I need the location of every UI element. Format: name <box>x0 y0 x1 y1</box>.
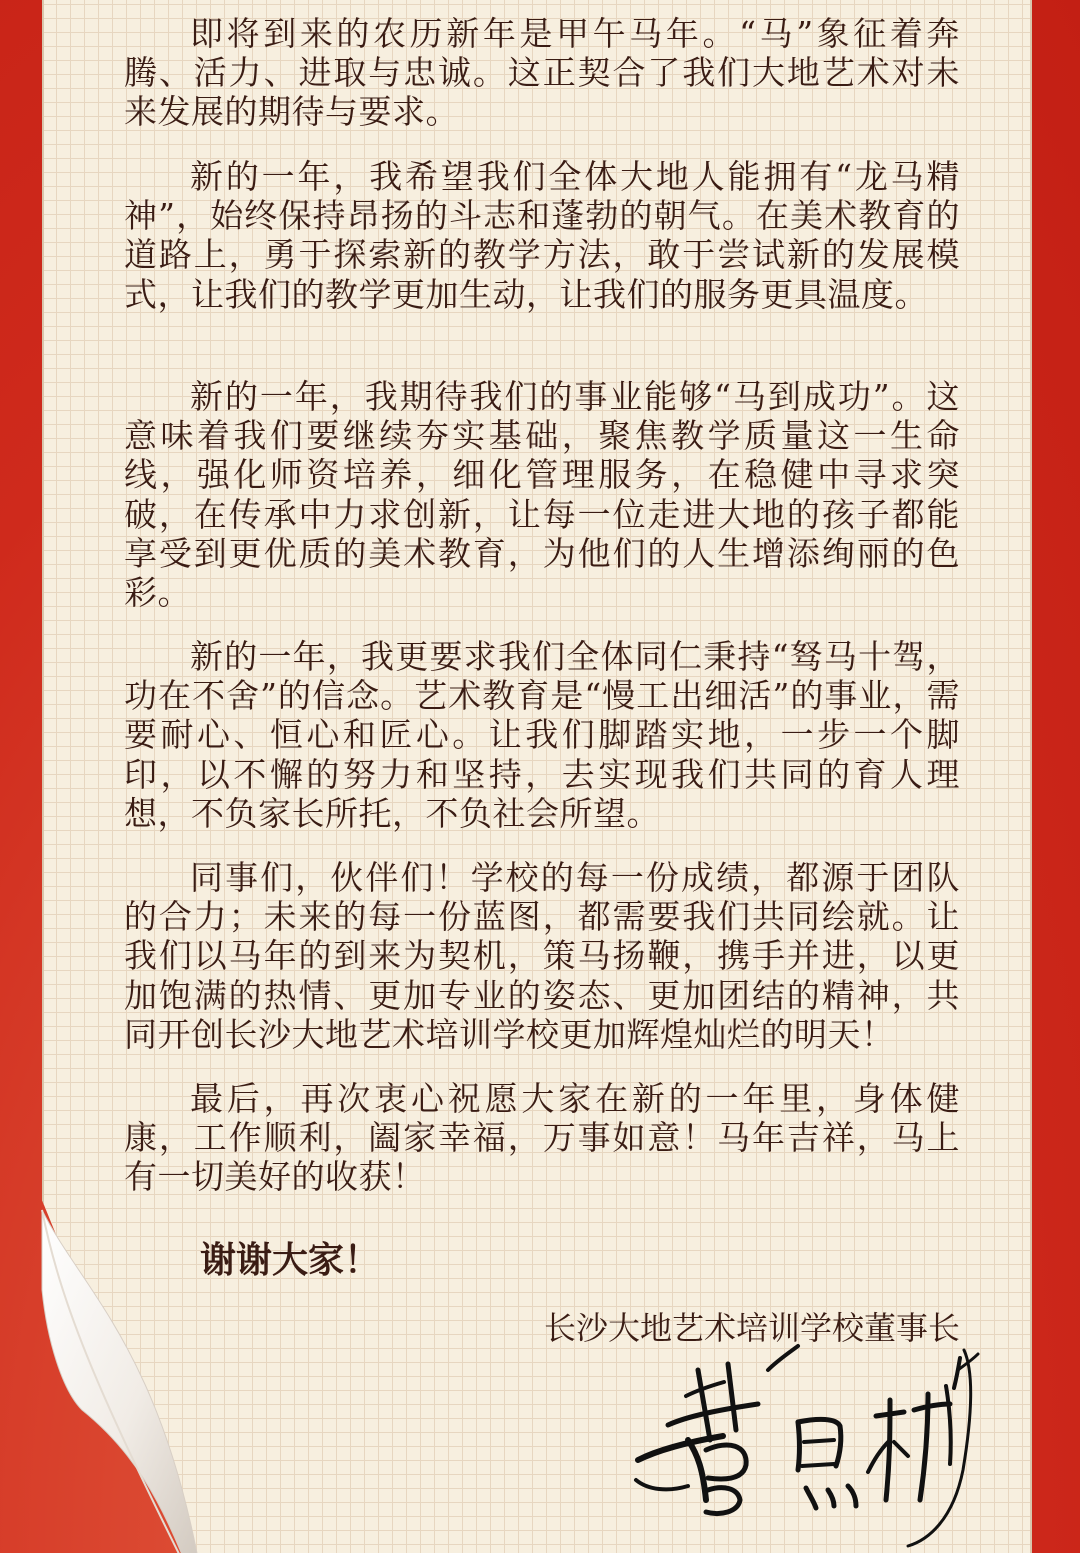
paragraph-2: 新的一年，我希望我们全体大地人能拥有“龙马精神”，始终保持昂扬的斗志和蓬勃的朝气。在美术教育的道路上，勇于探索新的教学方法，敢于尝试新的发展模式，让我们的教学更加生动，让我们的服务更具温度。 <box>124 157 960 314</box>
closing-thanks: 谢谢大家！ <box>200 1239 381 1281</box>
paragraph-6: 最后，再次衷心祝愿大家在新的一年里，身体健康，工作顺利，阖家幸福，万事如意！马年吉祥，马上有一切美好的收获！ <box>124 1079 960 1197</box>
page-curl-icon <box>42 1250 242 1553</box>
paragraph-5: 同事们，伙伴们！学校的每一份成绩，都源于团队的合力；未来的每一份蓝图，都需要我们共同绘就。让我们以马年的到来为契机，策马扬鞭，携手并进，以更加饱满的热情、更加专业的姿态、更加团结的精神，共同开创长沙大地艺术培训学校更加辉煌灿烂的明天！ <box>124 858 960 1054</box>
handwritten-signature <box>628 1330 1008 1550</box>
paragraph-1: 即将到来的农历新年是甲午马年。“马”象征着奔腾、活力、进取与忠诚。这正契合了我们大地艺术对未来发展的期待与要求。 <box>124 14 960 132</box>
paragraph-3: 新的一年，我期待我们的事业能够“马到成功”。这意味着我们要继续夯实基础，聚焦教学质量这一生命线，强化师资培养，细化管理服务，在稳健中寻求突破，在传承中力求创新，让每一位走进大地的孩子都能享受到更优质的美术教育，为他们的人生增添绚丽的色彩。 <box>124 377 960 613</box>
paragraph-4: 新的一年，我更要求我们全体同仁秉持“驽马十驾，功在不舍”的信念。艺术教育是“慢工出细活”的事业，需要耐心、恒心和匠心。让我们脚踏实地，一步一个脚印，以不懈的努力和坚持，去实现我们共同的育人理想，不负家长所托，不负社会所望。 <box>124 637 960 833</box>
signer-title: 长沙大地艺术培训学校董事长 <box>543 1309 960 1347</box>
